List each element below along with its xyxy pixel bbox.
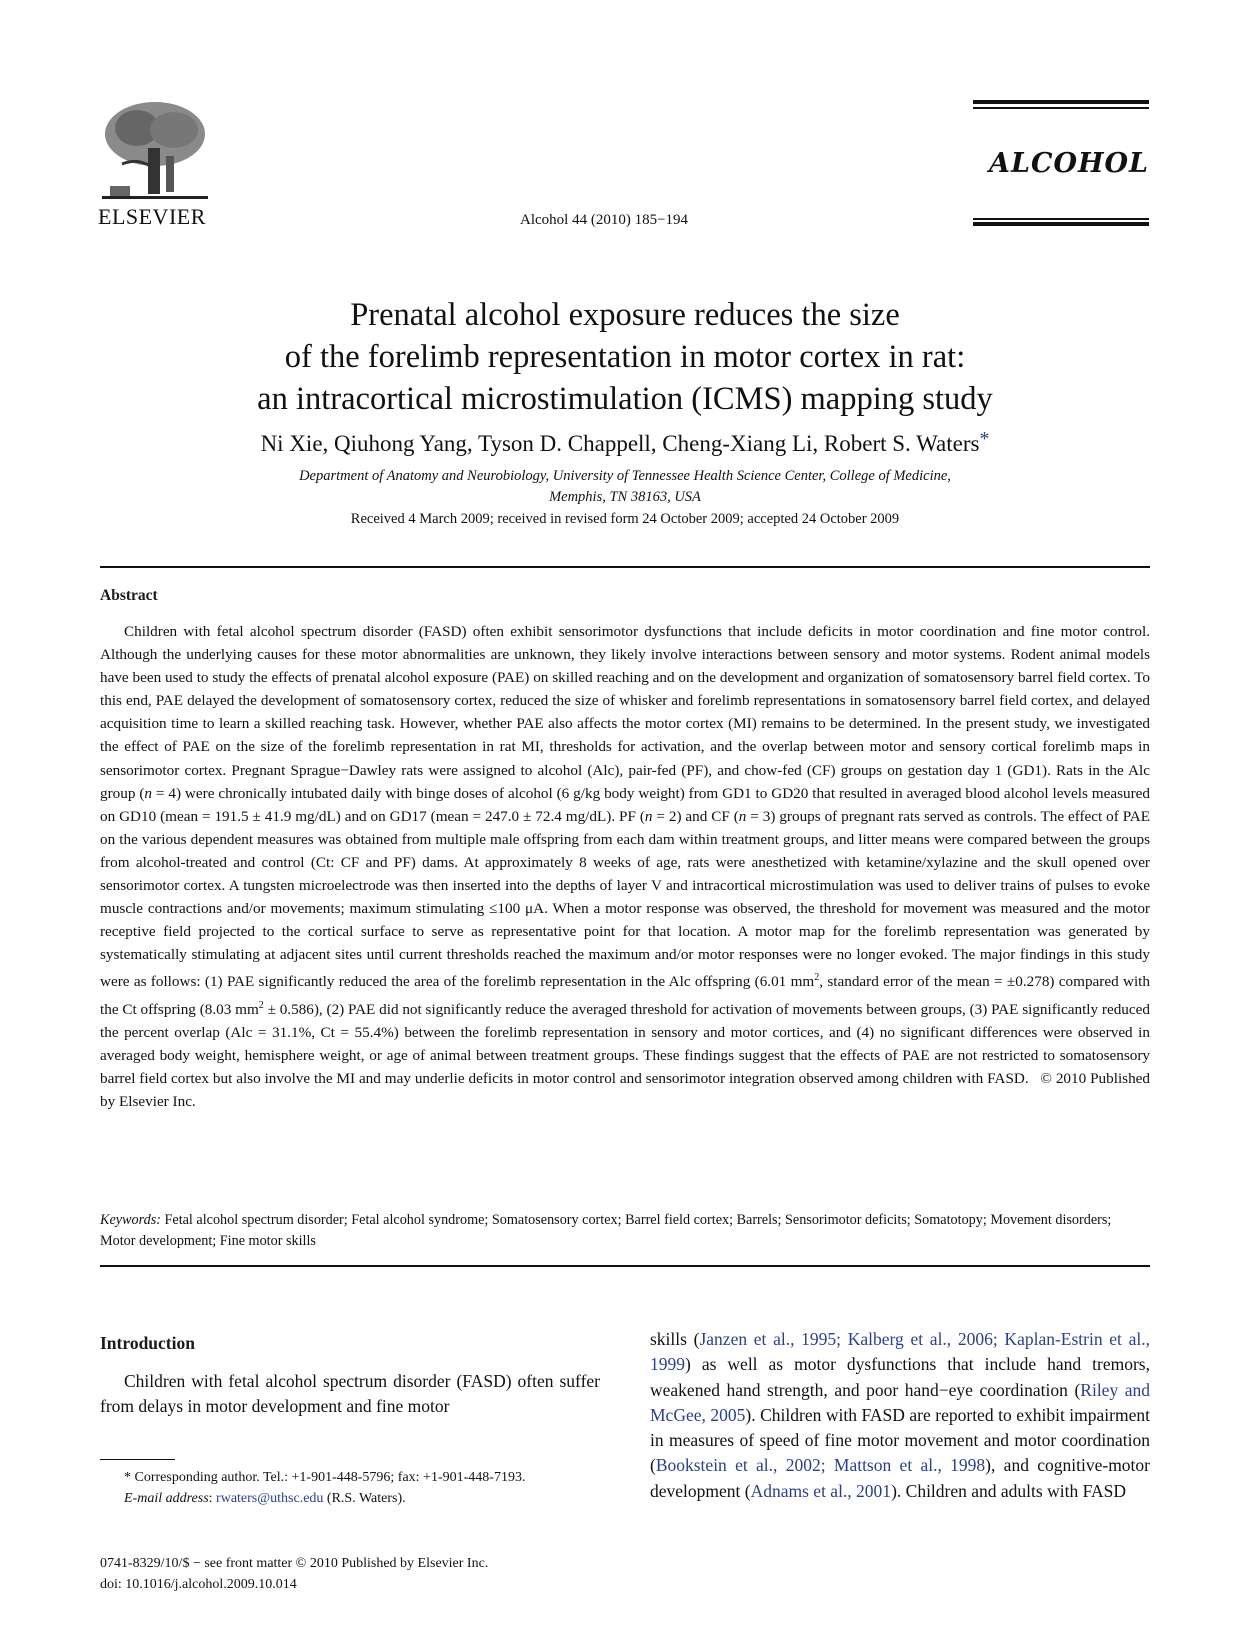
text-segment: skills ( bbox=[650, 1329, 700, 1349]
journal-rule-bottom bbox=[973, 222, 1149, 226]
elsevier-tree-logo-icon bbox=[102, 100, 208, 204]
text-segment: ). Children with FASD are reported to exhibit impairment in measures of speed of fine motor movement and motor coordination ( bbox=[650, 1404, 1150, 1476]
text-segment: ) as well as motor dysfunctions that include hand tremors, weakened hand strength, and poor hand−eye coordination ( bbox=[650, 1354, 1150, 1400]
authors-text: Ni Xie, Qiuhong Yang, Tyson D. Chappell, Cheng-Xiang Li, Robert S. Waters bbox=[260, 431, 980, 456]
email-label: E-mail address bbox=[124, 1491, 209, 1506]
article-title bbox=[100, 294, 1150, 420]
superscript: 2 bbox=[814, 972, 820, 984]
abstract-copyright: © 2010 Published by Elsevier Inc. bbox=[100, 1069, 1151, 1110]
front-matter-line: 0741-8329/10/$ − see front matter © 2010 Published by Elsevier Inc. bbox=[100, 1556, 489, 1571]
abstract-segment: = 3) groups of pregnant rats served as controls. The effect of PAE on the various dependent measures was obtained from multiple male offspring from each dam within treatment groups, and litter means were compared between the groups from alcohol-treated and control (Ct: CF and PF) dams. At approximately 8 weeks of age, rats were anesthetized with ketamine/xylazine and the skull opened over sensorimotor cortex. A tungsten microelectrode was then inserted into the depths of layer V and intracortical microstimulation was used to deliver trains of pulses to evoke muscle contractions and/or movements; maximum stimulating ≤100 μA. When a motor response was observed, the threshold for movement was measured and the motor receptive field projected to the cortical surface to serve as representative point for that location. A motor map for the forelimb representation was generated by systematically stimulating at adjacent sites until current thresholds reached the maximum and/or motor responses were no longer evoked. The major findings in this study were as follows: (1) PAE significantly reduced the area of the forelimb representation in the Alc offspring (6.01 mm bbox=[100, 807, 1151, 991]
keywords bbox=[100, 1210, 1150, 1252]
citation-link[interactable]: Adnams et al., 2001 bbox=[750, 1480, 892, 1501]
publisher-name: ELSEVIER bbox=[98, 204, 206, 229]
front-matter bbox=[100, 1553, 620, 1595]
received-dates: Received 4 March 2009; received in revised form 24 October 2009; accepted 24 October 2009 bbox=[350, 511, 900, 527]
n-symbol: n bbox=[738, 807, 747, 825]
title-line: an intracortical microstimulation (ICMS) mapping study bbox=[257, 381, 993, 417]
superscript: 2 bbox=[258, 999, 264, 1011]
title-line: Prenatal alcohol exposure reduces the size bbox=[350, 297, 900, 333]
introduction-heading: Introduction bbox=[100, 1333, 195, 1353]
email-link[interactable]: rwaters@uthsc.edu bbox=[216, 1491, 324, 1506]
n-symbol: n bbox=[144, 784, 152, 802]
email-suffix: (R.S. Waters). bbox=[323, 1491, 406, 1506]
keywords-label: Keywords: bbox=[100, 1212, 161, 1228]
citation-link[interactable]: Janzen et al., 1995; Kalberg et al., 2006; Kaplan-Estrin et al., 1999 bbox=[650, 1329, 1150, 1375]
introduction-text-right bbox=[650, 1327, 1150, 1504]
citation-link[interactable]: Riley and McGee, 2005 bbox=[650, 1379, 1150, 1425]
abstract-segment: Children with fetal alcohol spectrum disorder (FASD) often exhibit sensorimotor dysfunctions that include deficits in motor coordination and fine motor control. Although the underlying causes for these motor abnormalities are unknown, they likely involve interactions between sensory and motor systems. Rodent animal models have been used to study the effects of prenatal alcohol exposure (PAE) on skilled reaching and on the development and organization of somatosensory barrel field cortex. To this end, PAE delayed the development of somatosensory cortex, reduced the size of whisker and forelimb representations in somatosensory barrel field cortex, and delayed acquisition time to learn a skilled reaching task. However, whether PAE also affects the motor cortex (MI) remains to be determined. In the present study, we investigated the effect of PAE on the size of the forelimb representation in rat MI, thresholds for activation, and the overlap between motor and sensory cortical forelimb maps in sensorimotor cortex. Pregnant Sprague−Dawley rats were assigned to alcohol (Alc), pair-fed (PF), and chow-fed (CF) groups on gestation day 1 (GD1). Rats in the Alc group ( bbox=[100, 623, 1150, 802]
abstract-segment: ± 0.586), (2) PAE did not significantly reduce the averaged threshold for activation of movements between groups, (3) PAE significantly reduced the percent overlap (Alc = 31.1%, Ct = 55.4%) between the forelimb representation in sensory and motor cortices, and (4) no significant differences were observed in averaged body weight, hemisphere weight, or age of animal between treatment groups. These findings suggest that the effects of PAE are not restricted to somatosensory barrel field cortex but also involve the MI and may underlie deficits in motor control and sensorimotor integration observed among children with FASD. bbox=[100, 1000, 1150, 1087]
affiliation bbox=[100, 466, 1150, 508]
abstract-segment: , standard error of the mean = ±0.278) compared with the Ct offspring (8.03 mm bbox=[100, 973, 1150, 1018]
text-segment: ). Children and adults with FASD bbox=[891, 1480, 1127, 1501]
email-note: E-mail address: rwaters@uthsc.edu (R.S. Waters). bbox=[124, 1491, 406, 1506]
affiliation-line: Memphis, TN 38163, USA bbox=[549, 489, 701, 505]
journal-rule-bottom-thin bbox=[973, 218, 1149, 220]
journal-rule-top bbox=[973, 100, 1149, 104]
affiliation-line: Department of Anatomy and Neurobiology, University of Tennessee Health Science Center, College of Medicine, bbox=[299, 468, 951, 484]
corresponding-author-note bbox=[100, 1467, 600, 1488]
footnote-rule bbox=[100, 1459, 175, 1460]
abstract-segment: = 2) and CF ( bbox=[652, 807, 739, 825]
journal-name: ALCOHOL bbox=[989, 148, 1149, 179]
corresponding-author-link[interactable]: * bbox=[979, 428, 990, 450]
divider bbox=[100, 566, 1150, 568]
footnote-text: * Corresponding author. Tel.: +1-901-448-5796; fax: +1-901-448-7193. bbox=[124, 1470, 526, 1485]
abstract-segment: = 4) were chronically intubated daily with binge doses of alcohol (6 g/kg body weight) from GD1 to GD20 that resulted in averaged blood alcohol levels measured on GD10 (mean = 191.5 ± 41.9 mg/dL) and on GD17 (mean = 247.0 ± 72.4 mg/dL). PF ( bbox=[100, 784, 1150, 825]
n-symbol: n bbox=[644, 807, 653, 825]
journal-citation: Alcohol 44 (2010) 185−194 bbox=[520, 212, 689, 228]
author-list bbox=[100, 428, 1150, 457]
journal-rule-top-thin bbox=[973, 107, 1149, 109]
abstract-heading: Abstract bbox=[100, 587, 158, 604]
keywords-text: Fetal alcohol spectrum disorder; Fetal alcohol syndrome; Somatosensory cortex; Barrel field cortex; Barrels; Sensorimotor deficits; Somatotopy; Movement disorders; Motor development; Fine motor skills bbox=[100, 1212, 1112, 1249]
divider bbox=[100, 1265, 1150, 1267]
introduction-text-left: Children with fetal alcohol spectrum disorder (FASD) often suffer from delays in motor development and fine motor bbox=[100, 1371, 600, 1416]
title-line: of the forelimb representation in motor cortex in rat: bbox=[284, 339, 966, 375]
text-segment: ), and cognitive-motor development ( bbox=[650, 1455, 1150, 1501]
doi-link[interactable]: doi: 10.1016/j.alcohol.2009.10.014 bbox=[100, 1577, 297, 1592]
citation-link[interactable]: Bookstein et al., 2002; Mattson et al., 1998 bbox=[655, 1455, 986, 1476]
footnote bbox=[100, 1467, 600, 1509]
abstract-text bbox=[100, 620, 1150, 1113]
